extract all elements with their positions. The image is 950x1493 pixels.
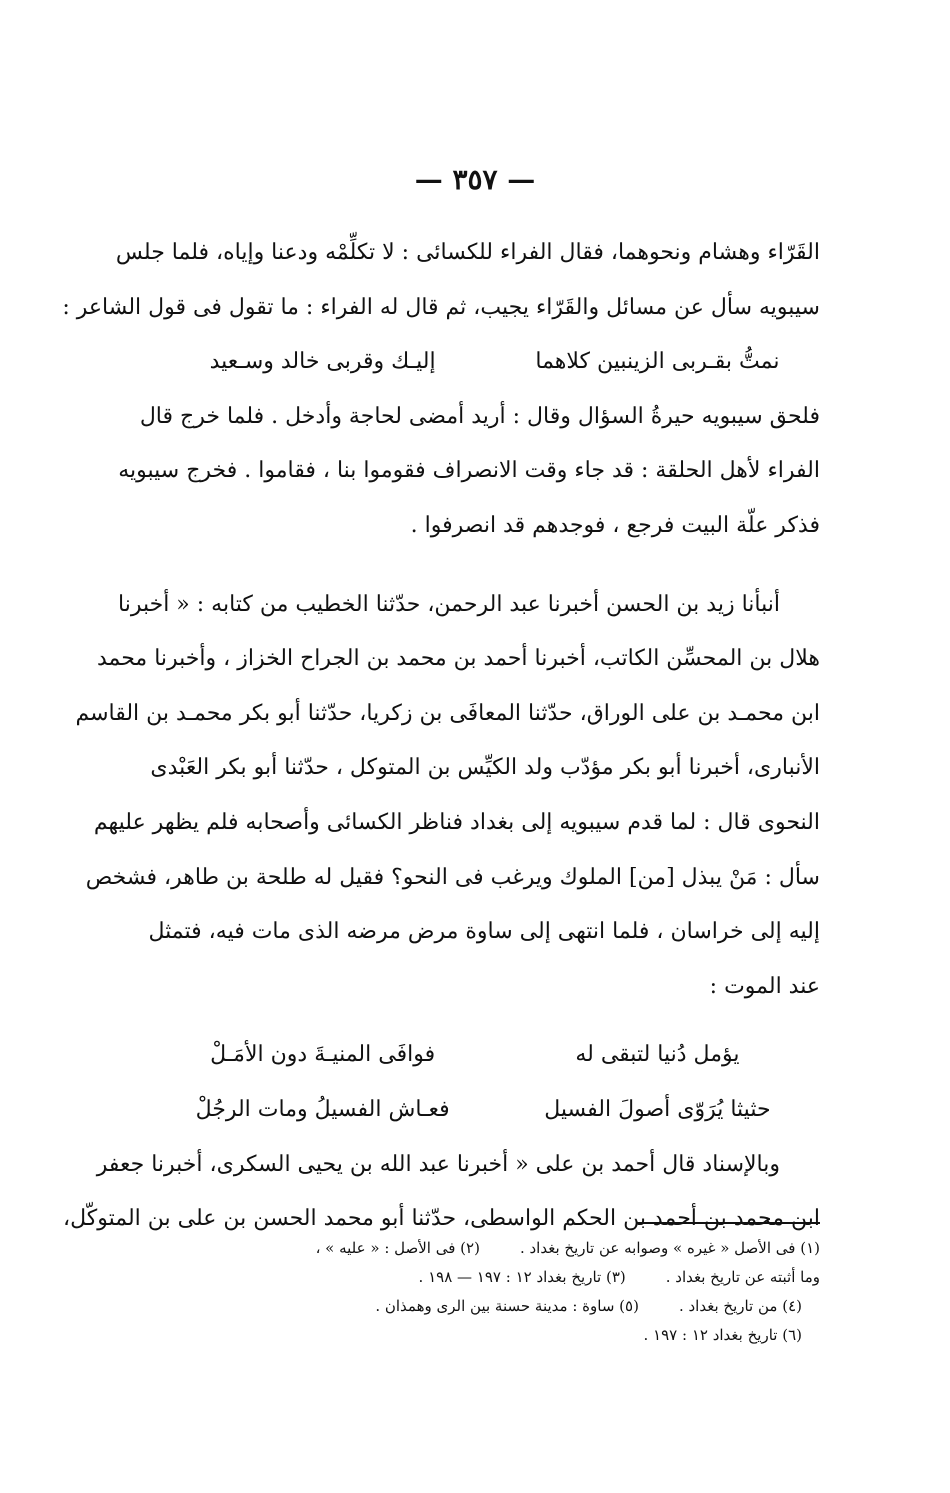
text-line: النحوى قال : لما قدم سيبويه إلى بغداد فناظر الكسائى وأصحابه فلم يظهر عليهم [93,809,820,835]
paragraph-4 [63,1138,820,1247]
footnote: (٣) تاريخ بغداد ١٢ : ١٩٧ — ١٩٨ . [418,1268,626,1286]
text-line: سيبويه سأل عن مسائل والقَرّاء يجيب، ثم قال له الفراء : ما تقول فى قول الشاعر : [62,294,820,320]
footnote: (٦) تاريخ بغداد ١٢ : ١٩٧ . [643,1326,802,1344]
verse-gap [160,1014,820,1028]
verse-second-hemistich: فعـاش الفسيلُ ومات الرجُلْ [195,1096,450,1122]
text-line: أنبأنا زيد بن الحسن أخبرنا عبد الرحمن، حدّثنا الخطيب من كتابه : « أخبرنا [118,591,780,617]
text-line: القَرّاء وهشام ونحوهما، فقال الفراء للكسائى : لا تكلِّمْه ودعنا وإياه، فلما جلس [115,240,820,265]
paragraph-3 [75,578,820,1015]
text-line: ابن محمد بن أحمد بن الحكم الواسطى، حدّثنا أبو محمد الحسن بن على بن المتوكّل، [63,1206,820,1232]
footnote: وما أثبته عن تاريخ بغداد . [665,1268,820,1286]
footnote-row [160,1321,820,1350]
footnotes [160,1234,820,1350]
main-text [62,226,820,1247]
text-line: سأل : مَنْ يبذل [من] الملوك ويرغب فى النحو؟ فقيل له طلحة بن طاهر، فشخص [85,864,820,890]
verse-first-hemistich: حثيثا يُرَوّى أصولَ الفسيل [544,1096,771,1122]
text-line: عند الموت : [709,973,820,999]
verse-1 [160,335,820,390]
paragraph-gap [160,554,820,578]
paragraph-1 [62,226,820,335]
footnote: (١) فى الأصل « غيره » وصوابه عن تاريخ بغداد . [519,1239,820,1257]
text-line: فلحق سيبويه حيرةُ السؤال وقال : أريد أمضى لحاجة وأدخل . فلما خرج قال [139,403,820,429]
footnote-row [160,1263,820,1292]
footnote-row [160,1234,820,1263]
text-line: فذكر علّة البيت فرجع ، فوجدهم قد انصرفوا . [410,512,820,538]
text-line: الفراء لأهل الحلقة : قد جاء وقت الانصراف فقوموا بنا ، فقاموا . فخرج سيبويه [118,458,820,484]
text-line: إليه إلى خراسان ، فلما انتهى إلى ساوة مرض مرضه الذى مات فيه، فتمثل [148,919,820,945]
text-line: وبالإسناد قال أحمد بن على « أخبرنا عبد الله بن يحيى السكرى، أخبرنا جعفر [96,1151,780,1177]
verse-3 [160,1083,820,1138]
page-number: — ٣٥٧ — [414,163,536,196]
verse-first-hemistich: نمتُّ بقـربى الزينبين كلاهما [535,349,780,375]
text-line: ابن محمـد بن على الوراق، حدّثنا المعافَى بن زكريا، حدّثنا أبو بكر محمـد بن القاسم [75,700,820,726]
verse-2 [160,1028,820,1083]
footnote: (٤) من تاريخ بغداد . [678,1297,802,1315]
footnote-divider [637,1222,820,1224]
footnote: (٢) فى الأصل : « عليه » ، [315,1239,480,1257]
verse-second-hemistich: فوافَى المنيـةَ دون الأمَـلْ [210,1042,436,1068]
text-line: هلال بن المحسِّن الكاتب، أخبرنا أحمد بن محمد بن الجراح الخزاز ، وأخبرنا محمد [96,646,820,672]
verse-second-hemistich: إليـك وقربى خالد وسـعيد [209,349,436,375]
verse-first-hemistich: يؤمل دُنيا لتبقى له [575,1042,740,1068]
footnote: (٥) ساوة : مدينة حسنة بين الرى وهمذان . [375,1297,639,1315]
footnote-row [160,1292,820,1321]
paragraph-2 [118,390,820,554]
text-line: الأنبارى، أخبرنا أبو بكر مؤدّب ولد الكيِّس بن المتوكل ، حدّثنا أبو بكر العَبْدى [150,755,820,781]
